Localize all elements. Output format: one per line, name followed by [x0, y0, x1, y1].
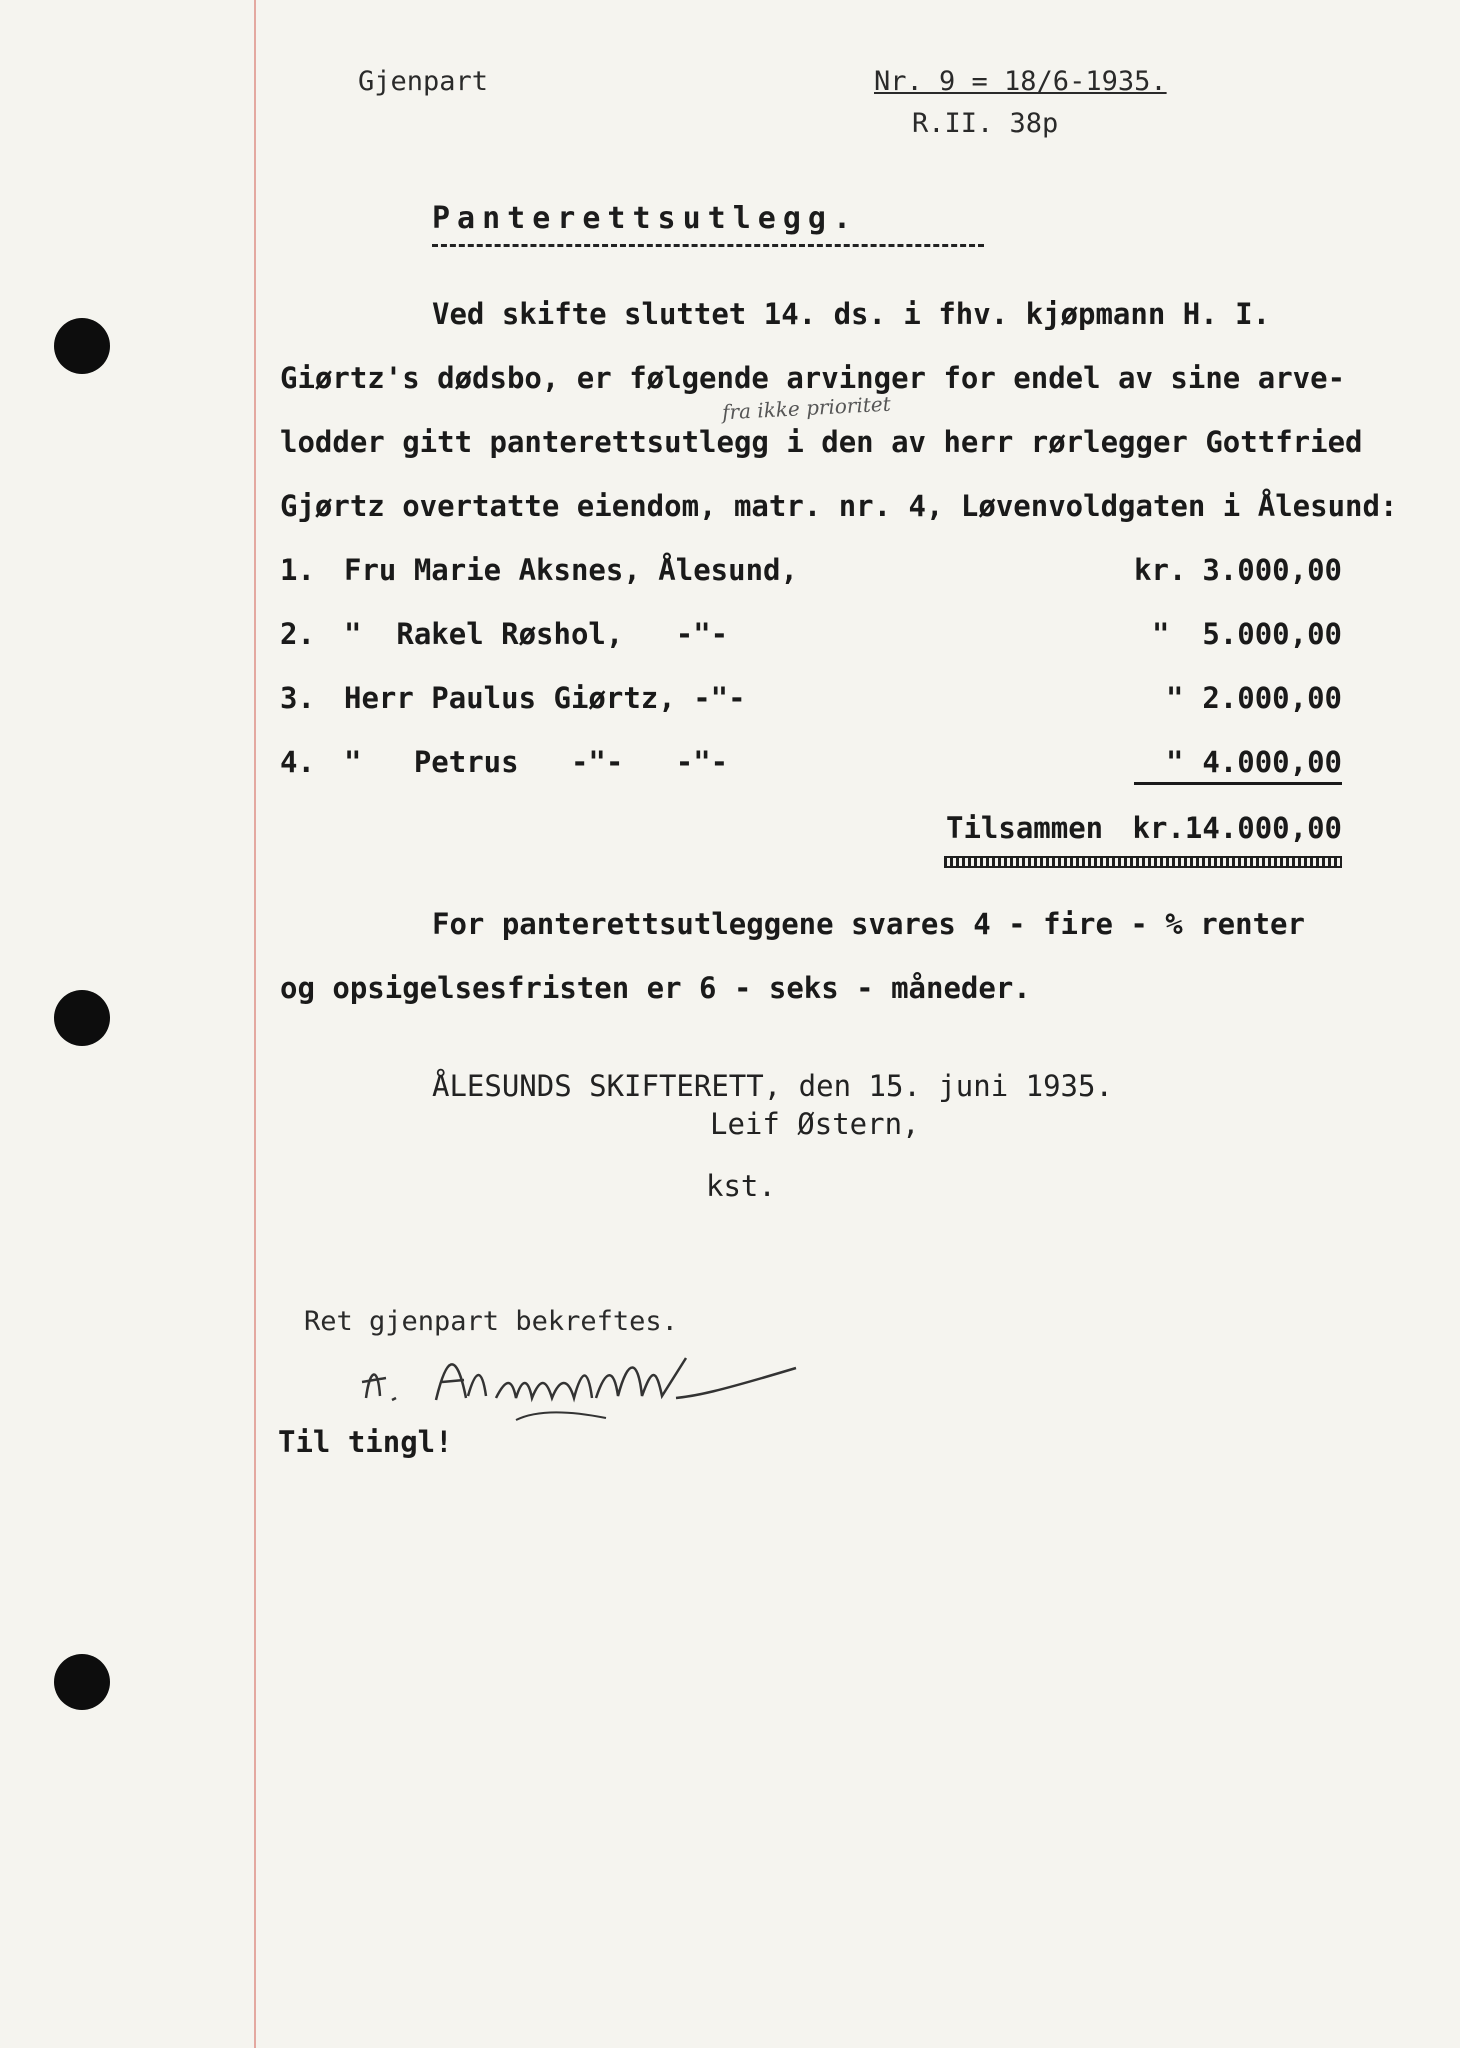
intro-line: lodder gitt panterettsutlegg i den av herr rørlegger Gottfried [280, 425, 1363, 459]
red-margin-line [254, 0, 256, 2048]
certification-text: Ret gjenpart bekreftes. [304, 1306, 678, 1337]
intro-line: Gjørtz overtatte eiendom, matr. nr. 4, Løvenvoldgaten i Ålesund: [280, 489, 1398, 523]
heir-name: Herr Paulus Giørtz, -"- [344, 681, 746, 715]
punch-hole [54, 1654, 110, 1710]
heir-amount: 5.000,00 [1202, 617, 1342, 651]
total-amount: kr.14.000,00 [1132, 811, 1342, 845]
heir-amount: 3.000,00 [1202, 553, 1342, 587]
heir-name: " Rakel Røshol, -"- [344, 617, 729, 651]
heir-amount: 4.000,00 [1202, 745, 1342, 779]
sum-line [1134, 782, 1342, 785]
signer-suffix: kst. [706, 1169, 776, 1203]
heir-name: " Petrus -"- -"- [344, 745, 729, 779]
register-reference: R.II. 38p [912, 108, 1059, 139]
heir-number: 4. [280, 745, 315, 779]
handwritten-signature [356, 1338, 816, 1428]
court-line: ÅLESUNDS SKIFTERETT, den 15. juni 1935. [432, 1069, 1113, 1103]
total-label: Tilsammen [946, 811, 1104, 845]
document-number: Nr. 9 = 18/6-1935. [874, 66, 1167, 97]
heir-amount: 2.000,00 [1202, 681, 1342, 715]
heir-name: Fru Marie Aksnes, Ålesund, [344, 553, 798, 587]
punch-hole [54, 990, 110, 1046]
punch-hole [54, 318, 110, 374]
total-double-underline [944, 856, 1342, 868]
terms-line: For panterettsutleggene svares 4 - fire - % renter [432, 907, 1305, 941]
heir-currency: " [1166, 745, 1184, 779]
copy-label: Gjenpart [358, 66, 489, 97]
heir-number: 2. [280, 617, 315, 651]
heir-number: 1. [280, 553, 315, 587]
intro-line: Ved skifte sluttet 14. ds. i fhv. kjøpmann H. I. [432, 297, 1271, 331]
terms-line: og opsigelsesfristen er 6 - seks - måneder. [280, 971, 1031, 1005]
heir-number: 3. [280, 681, 315, 715]
heir-currency: " [1166, 681, 1184, 715]
heir-currency: kr. [1134, 553, 1187, 587]
document-title: Panterettsutlegg. [432, 201, 859, 236]
closing-note: Til tingl! [278, 1425, 453, 1459]
handwritten-annotation: fra ikke prioritet [721, 391, 892, 425]
title-underline [432, 244, 984, 247]
intro-line: Giørtz's dødsbo, er følgende arvinger for endel av sine arve- [280, 361, 1346, 395]
heir-currency: " [1152, 617, 1170, 651]
signer-name: Leif Østern, [710, 1107, 920, 1141]
